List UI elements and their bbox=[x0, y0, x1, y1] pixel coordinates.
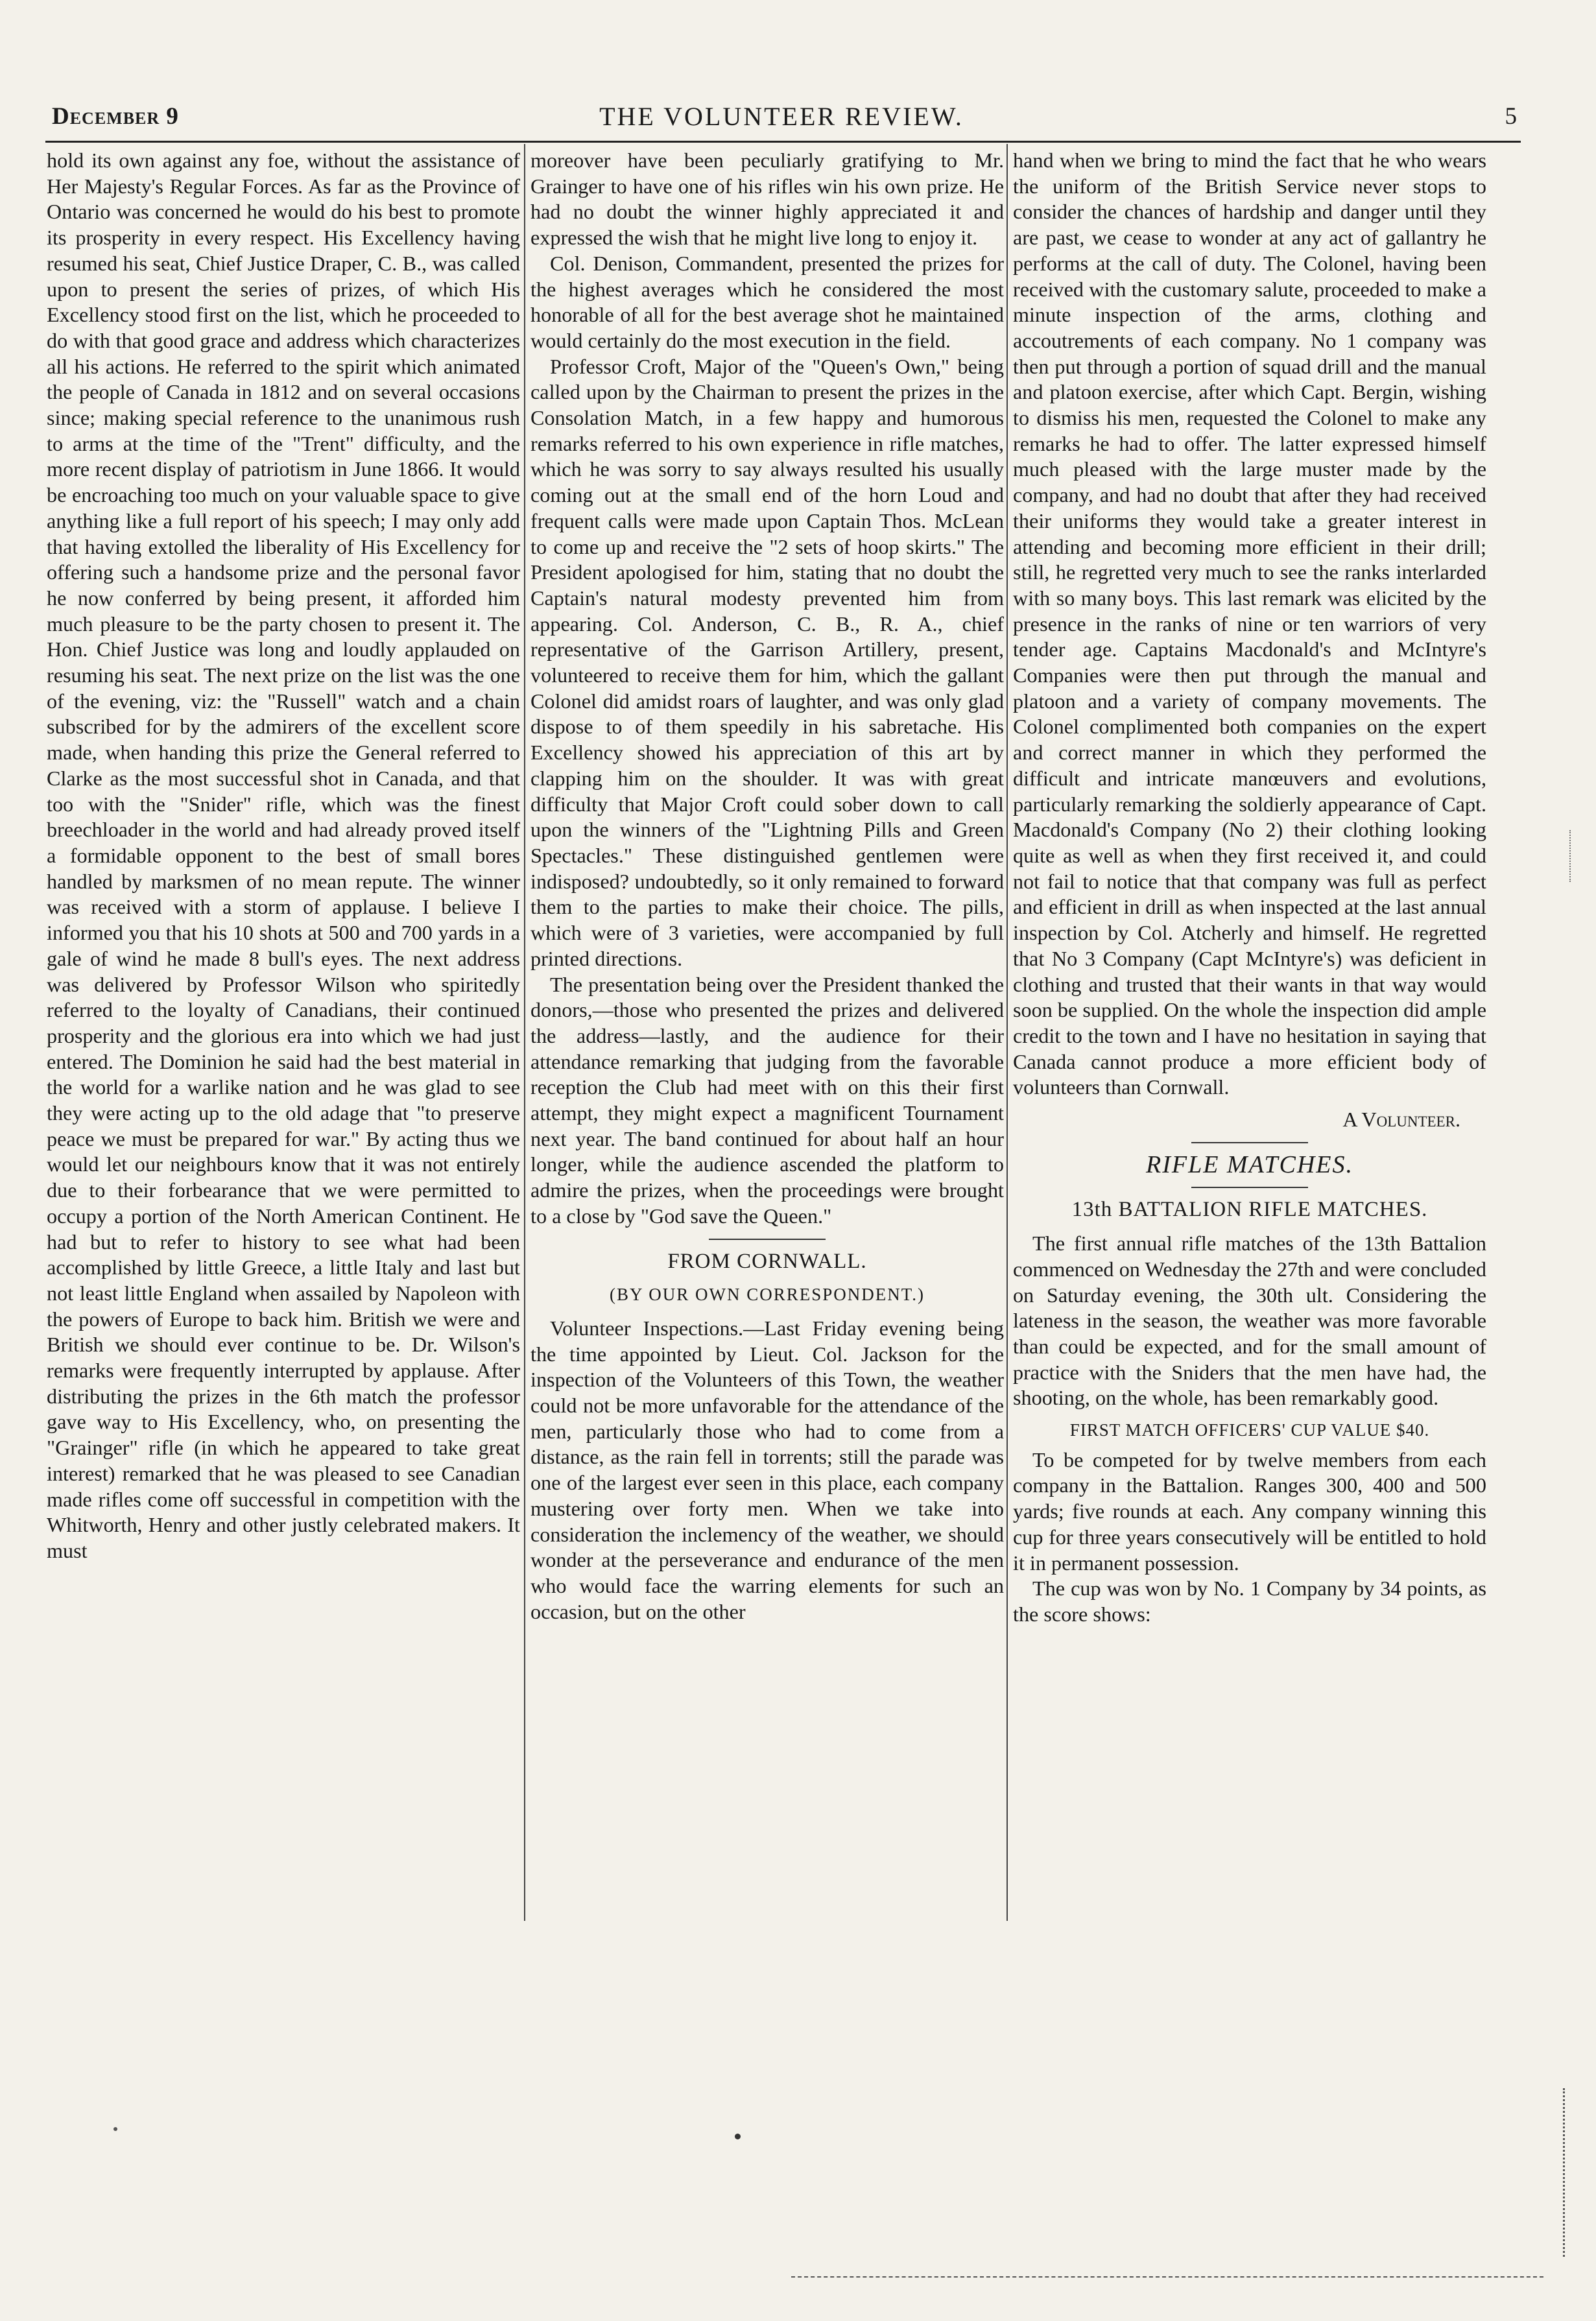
margin-marks bbox=[1563, 2088, 1571, 2257]
article-paragraph: The first annual rifle matches of the 13th Battalion commenced on Wednesday the 27th and were concluded on Saturday evening, the 30th ult. Considering the lateness in the season, the weather was more favorable than could be expected, and for the small amount of practice with the Sniders that the men have had, the shooting, on the whole, has been remarkably good. bbox=[1013, 1232, 1486, 1410]
section-subheading: 13th BATTALION RIFLE MATCHES. bbox=[1071, 1198, 1428, 1222]
article-paragraph: The cup was won by No. 1 Company by 34 points, as the score shows: bbox=[1013, 1577, 1486, 1626]
section-separator bbox=[1191, 1142, 1308, 1143]
column-divider bbox=[1006, 144, 1008, 1921]
article-paragraph: Professor Croft, Major of the "Queen's Own," being called upon by the Chairman to present the prizes in the Consolation Match, in a few happy and humorous remarks referred to his own experience in rifle matches, which he was sorry to say always resulted his usually coming out at the small end of the horn Loud and frequent calls were made upon Captain Thos. McLean to come up and receive the "2 sets of hoop skirts." The President apologised for him, stating that no doubt the Captain's natural modesty prevented him from appearing. Col. Anderson, C. B., R. A., chief representative of the Garrison Artillery, present, volunteered to receive them for him, which the gallant Colonel did amidst roars of laughter, and was only glad dispose to of them speedily in his sabretache. His Excellency showed his appreciation of this art by clapping him on the shoulder. It was with great difficulty that Major Croft could sober down to call upon the winners of the "Lightning Pills and Green Spectacles." These distinguished gentlemen were indisposed? undoubtedly, so it only remained to forward them to the parties to make their choice. The pills, which were of 3 varieties, were accompanied by full printed directions. bbox=[530, 354, 1004, 970]
article-signature: A Volunteer. bbox=[1342, 1108, 1460, 1132]
header-page-number: 5 bbox=[1505, 103, 1518, 130]
article-paragraph: hand when we bring to mind the fact that he who wears the uniform of the British Service never stops to consider the chances of hardship and danger until they are past, we cease to wonder at any act of gallantry he performs at the call of duty. The Colonel, having been received with the customary salute, proceeded to make a minute inspection of the arms, clothing and accoutrements of each company. No 1 company was then put through a portion of squad drill and the manual and platoon exercise, after which Capt. Bergin, wishing to dismiss his men, requested the Colonel to make any remarks he had to offer. The latter expressed himself much pleased with the large muster made by the company, and had no doubt that after they had received their uniforms they would take a greater interest in attending and becoming more efficient in their drill; still, he regretted very much to see the ranks interlarded with so many boys. This last remark was elicited by the presence in the ranks of nine or ten warriors of very tender age. Captains Macdonald's and McIntyre's Companies were then put through the manual and platoon and a variety of company movements. The Colonel complimented both companies on the expert and correct manner in which they performed the difficult and intricate manœuvers and evolutions, particularly remarking the soldierly appearance of Capt. Macdonald's Company (No 2) their clothing looking quite as well as when they first received it, and could not fail to notice that that company was full as perfect and efficient in drill as when inspected at the last annual inspection by Col. Atcherly and himself. He regretted that No 3 Company (Capt McIntyre's) was deficient in clothing and trusted that their wants in that way would soon be supplied. On the whole the inspection did ample credit to the town and I have no hesitation in saying that Canada cannot produce a more efficient body of volunteers than Cornwall. bbox=[1013, 149, 1486, 1099]
ink-speck bbox=[113, 2127, 117, 2131]
article-paragraph: The presentation being over the President thanked the donors,—those who presented the prizes and delivered the address—lastly, and the audience for their attendance remarking that judging from the favorable reception the Club had meet with on this their first attempt, they might expect a magnificent Tournament next year. The band continued for about half an hour longer, while the audience ascended the platform to admire the prizes, when the proceedings were brought to a close by "God save the Queen." bbox=[530, 972, 1004, 1228]
header-rule bbox=[45, 141, 1521, 143]
prize-heading: FIRST MATCH OFFICERS' CUP VALUE $40. bbox=[1069, 1420, 1430, 1440]
article-paragraph: hold its own against any foe, without the assistance of Her Majesty's Regular Forces. As far as the Province of Ontario was concerned he would do his best to promote its prosperity in every respect. His Excellency having resumed his seat, Chief Justice Draper, C. B., was called upon to present the series of prizes, of which His Excellency stood first on the list, which he proceeded to do with that good grace and address which characterizes all his actions. He referred to the spirit which animated the people of Canada in 1812 and on several occasions since; making special reference to the unanimous rush to arms at the time of the "Trent" difficulty, and the more recent display of patriotism in June 1866. It would be encroaching too much on your valuable space to give anything like a full report of his speech; I may only add that having extolled the liberality of His Excellency for offering such a handsome prize and the personal favor he now conferred by being present, it afforded him much pleasure to be the party chosen to present it. The Hon. Chief Justice was long and loudly applauded on resuming his seat. The next prize on the list was the one of the evening, viz: the "Russell" watch and a chain subscribed for by the admirers of the excellent score made, when handing this prize the General referred to Clarke as the most successful shot in Canada, and that too with the "Snider" rifle, which was the finest breechloader in the world and had already proved itself a formidable opponent to the best of small bores handled by marksmen of no mean repute. The winner was received with a storm of applause. I believe I informed you that his 10 shots at 500 and 700 yards in a gale of wind he made 8 bull's eyes. The next address was delivered by Professor Wilson who spiritedly referred to the loyalty of Canadians, their continued prosperity and the glorious era into which we had just entered. The Dominion he said had the best material in the world for a warlike nation and he was glad to see they were acting up to the old adage that "to preserve peace we must be prepared for war." By acting thus we would let our neighbours know that it was not entirely due to their forbearance that we were permitted to occupy a portion of the North American Continent. He had but to refer to history to see what had been accomplished by little Greece, a little Italy and last but not least little England when assailed by Napoleon with the powers of Europe to back him. British we were and British we should ever continue to be. Dr. Wilson's remarks were frequently interrupted by applause. After distributing the prizes in the 6th match the professor gave way to His Excellency, who, on presenting the "Grainger" rifle (in which he appeared to take great interest) remarked that he was pleased to see Canadian made rifles come off successful in competition with the Whitworth, Henry and other justly celebrated makers. It must bbox=[47, 149, 520, 1562]
header-date: December 9 bbox=[52, 103, 179, 130]
column-2 bbox=[530, 148, 1004, 1625]
column-1 bbox=[47, 148, 520, 1564]
column-divider bbox=[524, 144, 525, 1921]
section-separator bbox=[709, 1239, 826, 1240]
margin-marks bbox=[1569, 830, 1575, 882]
article-paragraph: To be competed for by twelve members from each company in the Battalion. Ranges 300, 400 and 500 yards; five rounds at each. Any company winning this cup for three years consecutively will be entitled to hold it in permanent possession. bbox=[1013, 1447, 1486, 1575]
ink-speck bbox=[735, 2134, 741, 2139]
section-heading: FROM CORNWALL. bbox=[667, 1249, 867, 1273]
bottom-rule bbox=[791, 2276, 1543, 2278]
header-title: THE VOLUNTEER REVIEW. bbox=[599, 102, 964, 131]
section-heading: RIFLE MATCHES. bbox=[1145, 1150, 1353, 1178]
page-header bbox=[39, 97, 1524, 143]
article-paragraph: Col. Denison, Commandent, presented the prizes for the highest averages which he considered the most honorable of all for the best average shot he maintained would certainly do the most execution in the field. bbox=[530, 251, 1004, 352]
section-separator bbox=[1191, 1187, 1308, 1188]
section-subheading: (BY OUR OWN CORRESPONDENT.) bbox=[610, 1285, 925, 1305]
article-paragraph: moreover have been peculiarly gratifying to Mr. Grainger to have one of his rifles win his own prize. He had no doubt the winner highly appreciated it and expressed the wish that he might live long to enjoy it. bbox=[530, 149, 1004, 250]
column-3 bbox=[1013, 148, 1486, 1628]
article-paragraph: Volunteer Inspections.—Last Friday evening being the time appointed by Lieut. Col. Jackson for the inspection of the Volunteers of this Town, the weather could not be more unfavorable for the attendance of the men, particularly those who had to come from a distance, as the rain fell in torrents; still the parade was one of the largest ever seen in this place, each company mustering over forty men. When we take into consideration the inclemency of the weather, we should wonder at the perseverance and endurance of the men who would face the warring elements for such an occasion, but on the other bbox=[530, 1316, 1004, 1623]
